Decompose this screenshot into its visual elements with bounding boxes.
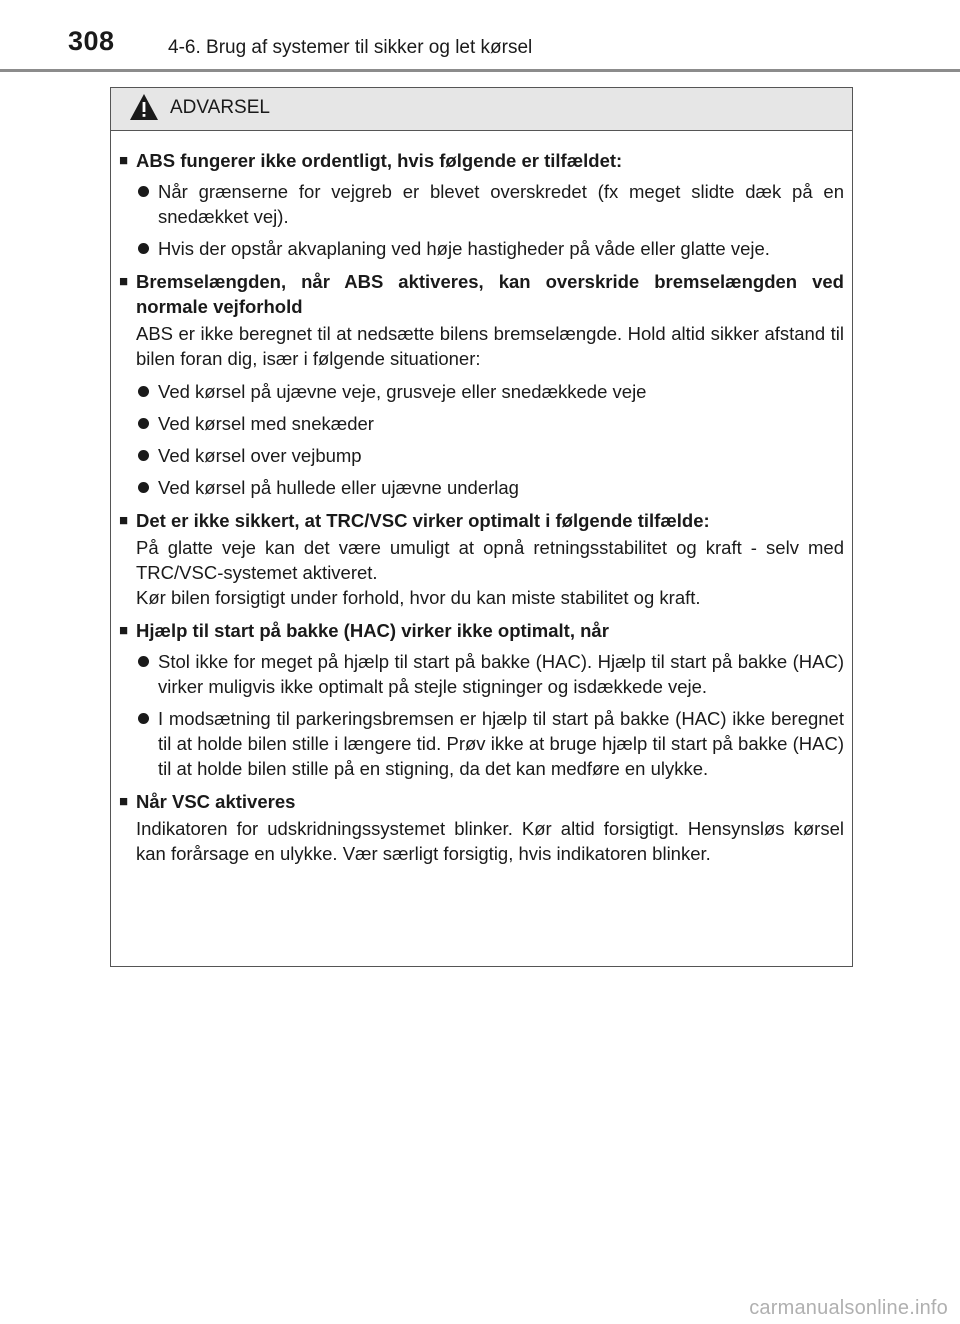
- list-item-text: I modsætning til parkeringsbremsen er hjælp til start på bakke (HAC) ikke beregnet til at holde bilen stille i længere tid. Prøv ikke at bruge hjælp til start på bakke (HAC) til at holde bilen stille på en stigning, da det kan medføre en ulykke.: [158, 708, 844, 779]
- warning-title: ADVARSEL: [170, 97, 270, 118]
- list-item-text: Når grænserne for vejgreb er blevet overskredet (fx meget slidte dæk på en snedækket vej).: [158, 181, 844, 227]
- list-item-text: Ved kørsel med snekæder: [158, 413, 374, 434]
- section-heading-text: Det er ikke sikkert, at TRC/VSC virker optimalt i følgende tilfælde:: [136, 510, 710, 531]
- section-heading-text: Hjælp til start på bakke (HAC) virker ikke optimalt, når: [136, 620, 609, 641]
- round-bullet-icon: [138, 656, 149, 667]
- section-heading: [119, 148, 844, 173]
- list-item-text: Ved kørsel på ujævne veje, grusveje eller snedækkede veje: [158, 381, 647, 402]
- list-item-text: Ved kørsel over vejbump: [158, 445, 362, 466]
- section-paragraph: ABS er ikke beregnet til at nedsætte bilens bremselængde. Hold altid sikker afstand til bilen foran dig, især i følgende situationer:: [136, 323, 844, 369]
- warning-body: [111, 131, 852, 866]
- section-heading-text: ABS fungerer ikke ordentligt, hvis følgende er tilfældet:: [136, 150, 623, 171]
- round-bullet-icon: [138, 243, 149, 254]
- warning-box: [110, 87, 853, 967]
- warning-section: [119, 789, 844, 866]
- round-bullet-icon: [138, 418, 149, 429]
- section-heading-text: Når VSC aktiveres: [136, 791, 296, 812]
- square-bullet-icon: ■: [119, 152, 129, 169]
- list-item: [119, 179, 844, 229]
- page-number: 308: [68, 26, 115, 56]
- square-bullet-icon: ■: [119, 622, 129, 639]
- footer-watermark: carmanualsonline.info: [749, 1297, 948, 1319]
- warning-section: [119, 618, 844, 781]
- list-item: [119, 411, 844, 436]
- round-bullet-icon: [138, 713, 149, 724]
- round-bullet-icon: [138, 186, 149, 197]
- section-paragraph: På glatte veje kan det være umuligt at opnå retningsstabilitet og kraft - selv med TRC/VSC-systemet aktiveret.: [136, 537, 844, 583]
- round-bullet-icon: [138, 386, 149, 397]
- list-item: [119, 443, 844, 468]
- section-heading-text: Bremselængden, når ABS aktiveres, kan overskride bremselængden ved normale vejforhold: [136, 271, 844, 317]
- list-item-text: Ved kørsel på hullede eller ujævne underlag: [158, 477, 519, 498]
- section-paragraph: Indikatoren for udskridningssystemet blinker. Kør altid forsigtigt. Hensynsløs kørsel kan forårsage en ulykke. Vær særligt forsigtig, hvis indikatoren blinker.: [136, 818, 844, 864]
- list-item-text: Hvis der opstår akvaplaning ved høje hastigheder på våde eller glatte veje.: [158, 238, 770, 259]
- round-bullet-icon: [138, 482, 149, 493]
- list-item: [119, 475, 844, 500]
- warning-section: [119, 269, 844, 500]
- square-bullet-icon: ■: [119, 273, 129, 290]
- section-heading: [119, 789, 844, 814]
- list-item: [119, 649, 844, 699]
- section-heading: [119, 269, 844, 319]
- chapter-title: 4-6. Brug af systemer til sikker og let kørsel: [168, 37, 533, 58]
- round-bullet-icon: [138, 450, 149, 461]
- header-rule: [0, 69, 960, 72]
- list-item: [119, 236, 844, 261]
- square-bullet-icon: ■: [119, 793, 129, 810]
- square-bullet-icon: ■: [119, 512, 129, 529]
- list-item: [119, 706, 844, 781]
- section-paragraph: Kør bilen forsigtigt under forhold, hvor du kan miste stabilitet og kraft.: [136, 587, 701, 608]
- list-item: [119, 379, 844, 404]
- warning-section: [119, 508, 844, 610]
- warning-section: [119, 148, 844, 261]
- section-heading: [119, 508, 844, 533]
- warning-triangle-icon: [129, 93, 159, 121]
- list-item-text: Stol ikke for meget på hjælp til start på bakke (HAC). Hjælp til start på bakke (HAC) virker muligvis ikke optimalt på stejle stigninger og isdækkede veje.: [158, 651, 844, 697]
- section-heading: [119, 618, 844, 643]
- warning-header: [111, 88, 852, 131]
